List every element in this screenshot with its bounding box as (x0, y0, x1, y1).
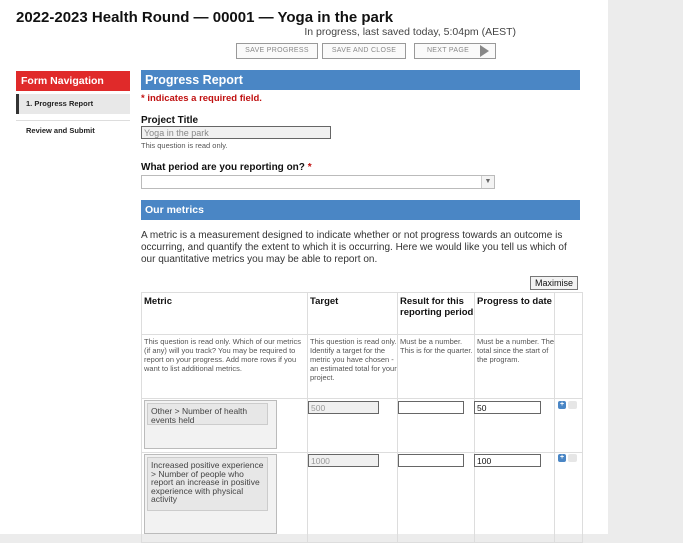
add-row-icon[interactable]: + (559, 401, 565, 408)
page-title: 2022-2023 Health Round — 00001 — Yoga in the park (16, 9, 394, 26)
metric-value-2: Increased positive experience > Number of people who report an increase in positive experience with physical activity (147, 457, 268, 511)
column-description-metric: This question is read only. Which of our metrics (if any) will you track? You may be required to report on your progress. Add more rows if you want to list additional metrics. (142, 335, 308, 399)
project-title-label: Project Title (141, 115, 199, 126)
progress-input-1[interactable]: 50 (474, 401, 541, 414)
period-label-text: What period are you reporting on? (141, 162, 305, 173)
maximise-button[interactable]: Maximise (530, 276, 578, 290)
nav-item-review-submit[interactable]: Review and Submit (16, 120, 130, 140)
table-header-row (142, 293, 583, 335)
column-description-actions (555, 335, 583, 399)
required-star: * (307, 162, 312, 173)
target-field-2: 1000 (308, 454, 379, 467)
required-note: * indicates a required field. (141, 93, 262, 104)
nav-item-progress-report[interactable]: 1. Progress Report (16, 94, 130, 114)
readonly-hint: This question is read only. (141, 141, 228, 150)
metrics-intro: A metric is a measurement designed to indicate whether or not progress towards an outcome is occurring, and quantify the extent to which it is occurring. Here we would like you tell us which of our quantitative metrics you may be able to report on. (141, 230, 567, 265)
add-row-icon[interactable]: + (559, 454, 565, 461)
column-description-target: This question is read only. Identify a target for the metric you have chosen - an estimated total for your project. (308, 335, 398, 399)
save-progress-button[interactable]: SAVE PROGRESS (236, 43, 318, 59)
column-header-result: Result for this reporting period (398, 293, 475, 335)
period-label (141, 162, 312, 173)
form-navigation-title: Form Navigation (16, 71, 130, 91)
column-header-progress: Progress to date (475, 293, 555, 335)
save-and-close-button[interactable]: SAVE AND CLOSE (322, 43, 406, 59)
table-description-row (142, 335, 583, 399)
progress-input-2[interactable]: 100 (474, 454, 541, 467)
next-page-label: NEXT PAGE (426, 47, 470, 54)
next-page-button[interactable] (414, 43, 496, 59)
target-field-1: 500 (308, 401, 379, 414)
period-select[interactable] (141, 175, 495, 189)
column-description-result: Must be a number. This is for the quarter. (398, 335, 475, 399)
column-header-actions (555, 293, 583, 335)
arrow-right-icon (480, 45, 489, 57)
project-title-field: Yoga in the park (141, 126, 331, 139)
section-header-progress-report: Progress Report (141, 70, 580, 90)
metric-value-1: Other > Number of health events held (147, 403, 268, 425)
chevron-down-icon[interactable]: ▼ (481, 176, 494, 188)
save-status: In progress, last saved today, 5:04pm (AEST) (304, 26, 516, 38)
column-header-target: Target (308, 293, 398, 335)
remove-row-icon[interactable] (568, 401, 577, 409)
result-input-2[interactable] (398, 454, 464, 467)
column-header-metric: Metric (142, 293, 308, 335)
remove-row-icon[interactable] (568, 454, 577, 462)
column-description-progress: Must be a number. The total since the start of the program. (475, 335, 555, 399)
result-input-1[interactable] (398, 401, 464, 414)
section-header-our-metrics: Our metrics (141, 200, 580, 220)
